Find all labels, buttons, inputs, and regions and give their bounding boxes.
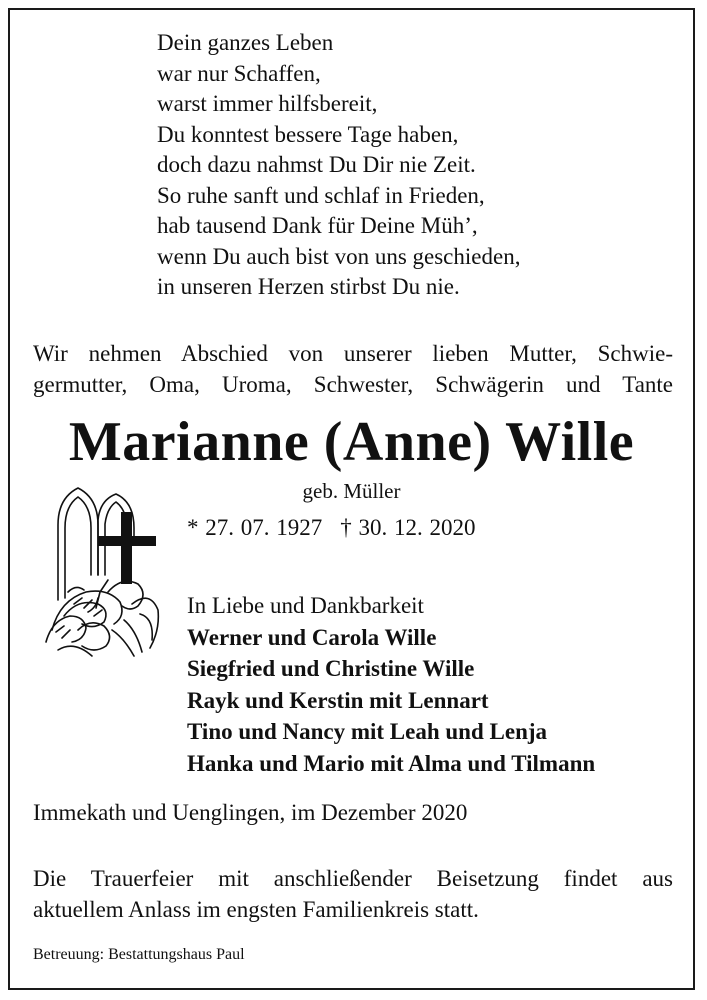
mourner-entry: Tino und Nancy mit Leah und Lenja	[187, 719, 548, 744]
intro-line: Wir nehmen Abschied von unserer lieben Mutter, Schwie-	[33, 341, 673, 366]
mourner-entry: Rayk und Kerstin mit Lennart	[187, 687, 489, 713]
mourners-list	[187, 590, 595, 779]
poem-line: warst immer hilfsbereit,	[157, 91, 378, 116]
intro-line: germutter, Oma, Uroma, Schwester, Schwägerin und Tante	[33, 372, 673, 397]
poem-line: Dein ganzes Leben	[157, 30, 334, 55]
mourners-intro: In Liebe und Dankbarkeit	[187, 593, 424, 618]
birth-name: geb. Müller	[302, 479, 401, 503]
memorial-poem	[157, 28, 520, 303]
poem-line: wenn Du auch bist von uns geschieden,	[157, 243, 521, 269]
funeral-notice	[33, 863, 673, 925]
mourner-entry: Hanka und Mario mit Alma und Tilmann	[187, 750, 596, 776]
ceremony-line: aktuellem Anlass im engsten Familienkreis statt.	[33, 897, 479, 922]
cross-and-lilies-icon	[38, 480, 170, 660]
birth-date: * 27. 07. 1927	[187, 515, 323, 540]
poem-line: doch dazu nahmst Du Dir nie Zeit.	[157, 152, 476, 177]
deceased-name: Marianne (Anne) Wille	[68, 411, 635, 473]
poem-line: Du konntest bessere Tage haben,	[157, 121, 459, 147]
place-and-date: Immekath und Uenglingen, im Dezember 2020	[33, 800, 468, 825]
poem-line: hab tausend Dank für Deine Müh’,	[157, 213, 478, 238]
ceremony-line: Die Trauerfeier mit anschließender Beisetzung findet aus	[33, 866, 673, 891]
life-dates	[187, 515, 476, 541]
mourner-entry: Werner und Carola Wille	[187, 624, 437, 650]
poem-line: war nur Schaffen,	[157, 60, 321, 86]
obituary-notice	[8, 8, 695, 990]
farewell-intro	[33, 338, 673, 400]
poem-line: in unseren Herzen stirbst Du nie.	[157, 274, 460, 299]
poem-line: So ruhe sanft und schlaf in Frieden,	[157, 182, 485, 208]
funeral-home-credit: Betreuung: Bestattungshaus Paul	[33, 946, 245, 963]
death-date: † 30. 12. 2020	[340, 515, 476, 540]
mourner-entry: Siegfried und Christine Wille	[187, 656, 475, 681]
